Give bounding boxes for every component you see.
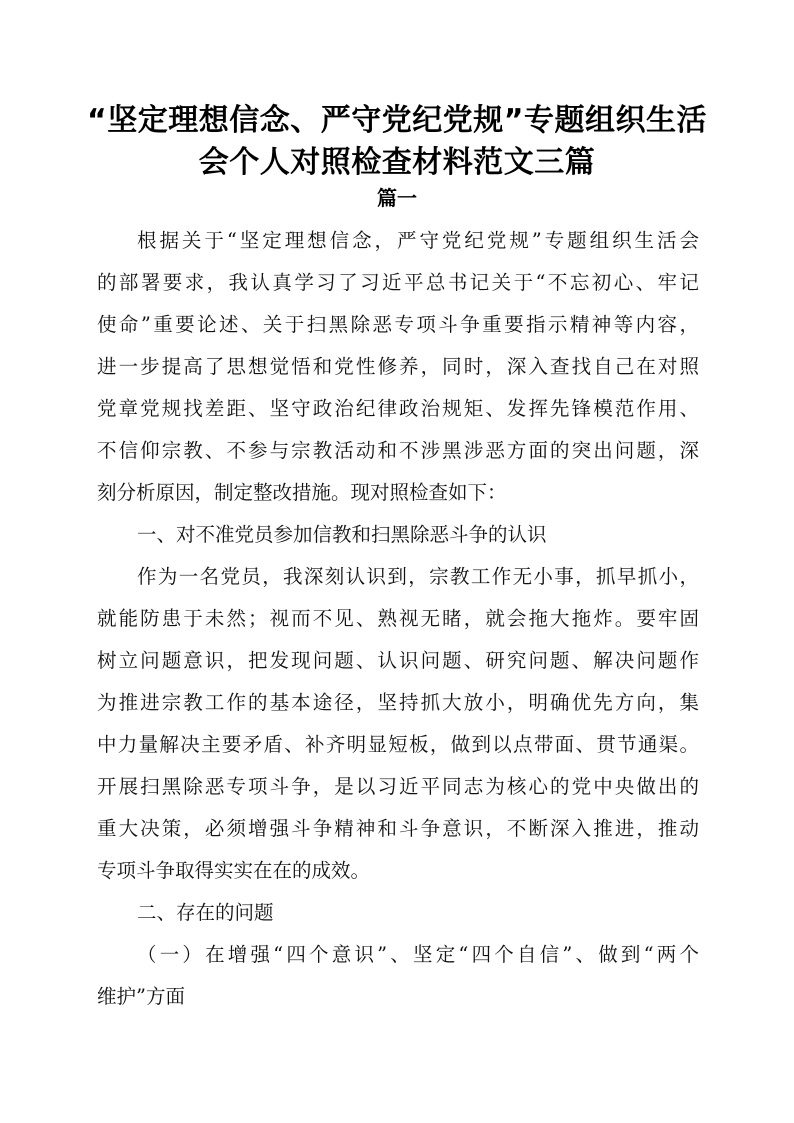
document-title-line-1: “坚定理想信念、严守党纪党规”专题组织生活 [87, 103, 707, 138]
paragraph-line: 不信仰宗教、不参与宗教活动和不涉黑涉恶方面的突出问题，深 [97, 439, 699, 462]
paragraph-line: 专项斗争取得实实在在的成效。 [97, 859, 371, 882]
paragraph-line: 根据关于“坚定理想信念，严守党纪党规”专题组织生活会 [137, 229, 699, 252]
paragraph-line: 中力量解决主要矛盾、补齐明显短板，做到以点带面、贯节通渠。 [97, 733, 699, 756]
paragraph-line: （一）在增强“四个意识”、坚定“四个自信”、做到“两个 [137, 943, 699, 966]
paragraph-line: 维护”方面 [97, 985, 185, 1008]
paragraph-line: 为推进宗教工作的基本途径，坚持抓大放小，明确优先方向，集 [97, 691, 699, 714]
paragraph-line: 党章党规找差距、坚守政治纪律政治规矩、发挥先锋模范作用、 [97, 397, 699, 420]
paragraph-line: 就能防患于未然；视而不见、熟视无睹，就会拖大拖炸。要牢固 [97, 607, 699, 630]
paragraph-line: 的部署要求，我认真学习了习近平总书记关于“不忘初心、牢记 [97, 271, 699, 294]
paragraph-line: 刻分析原因，制定整改措施。现对照检查如下： [97, 481, 507, 504]
section-heading-2: 二、存在的问题 [137, 901, 274, 924]
paragraph-line: 作为一名党员，我深刻认识到，宗教工作无小事，抓早抓小， [137, 565, 699, 588]
section-heading-1: 一、对不准党员参加信教和扫黑除恶斗争的认识 [137, 523, 547, 546]
document-title-line-2: 会个人对照检查材料范文三篇 [198, 145, 596, 180]
paragraph-line: 树立问题意识，把发现问题、认识问题、研究问题、解决问题作 [97, 649, 699, 672]
paragraph-line: 重大决策，必须增强斗争精神和斗争意识，不断深入推进，推动 [97, 817, 699, 840]
section-heading: 篇一 [377, 186, 417, 210]
paragraph-line: 开展扫黑除恶专项斗争，是以习近平同志为核心的党中央做出的 [97, 775, 699, 798]
paragraph-line: 进一步提高了思想觉悟和党性修养，同时，深入查找自己在对照 [97, 355, 699, 378]
paragraph-line: 使命”重要论述、关于扫黑除恶专项斗争重要指示精神等内容， [97, 313, 699, 336]
